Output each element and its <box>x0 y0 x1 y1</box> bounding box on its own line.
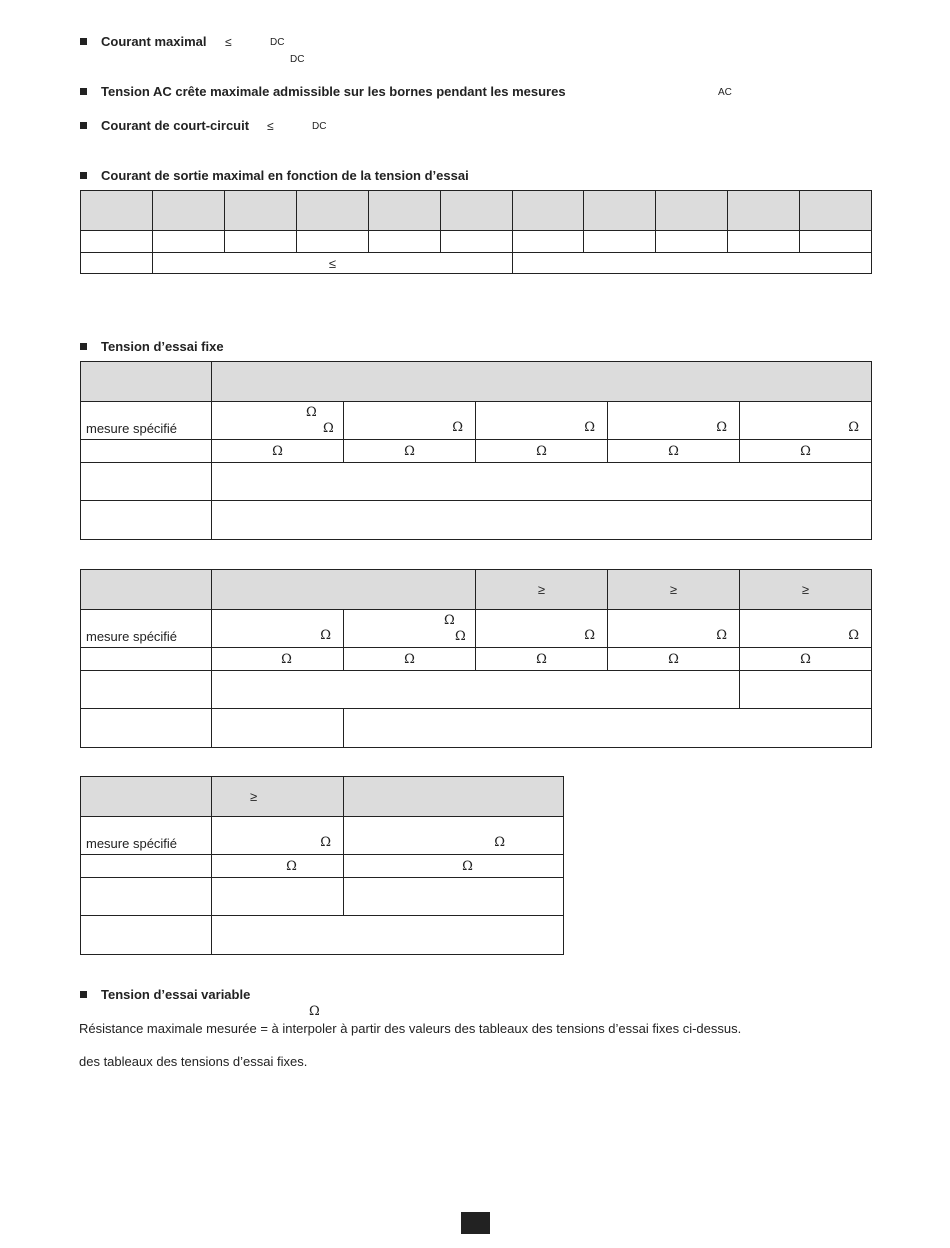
table-row <box>81 570 872 610</box>
ohm-symbol: Ω <box>716 420 727 435</box>
bullet-marker <box>80 122 87 129</box>
row-label: mesure spécifié <box>86 836 178 851</box>
ac-peak-voltage-label: Tension AC crête maximale admissible sur les bornes pendant les mesures <box>101 84 566 99</box>
ohm-symbol: Ω <box>309 1004 320 1019</box>
ohm-symbol: Ω <box>281 651 292 667</box>
page-number-box <box>461 1212 490 1234</box>
bullet-marker <box>80 991 87 998</box>
ohm-symbol: Ω <box>462 858 473 874</box>
ohm-symbol: Ω <box>444 613 455 628</box>
ge-symbol: ≥ <box>537 582 546 597</box>
ohm-symbol: Ω <box>800 651 811 667</box>
table-row <box>81 671 872 709</box>
table-row <box>81 362 872 402</box>
table-row <box>81 610 872 648</box>
ohm-symbol: Ω <box>272 443 283 459</box>
dc-unit: DC <box>290 54 305 65</box>
ohm-symbol: Ω <box>404 443 415 459</box>
ohm-symbol: Ω <box>584 420 595 435</box>
ohm-symbol: Ω <box>323 421 334 436</box>
table-row <box>81 916 564 955</box>
dc-unit: DC <box>312 121 327 132</box>
ohm-symbol: Ω <box>668 443 679 459</box>
ge-symbol: ≥ <box>801 582 810 597</box>
ohm-symbol: Ω <box>536 651 547 667</box>
table-row <box>81 878 564 916</box>
le-symbol: ≤ <box>328 255 337 271</box>
ohm-symbol: Ω <box>455 629 466 644</box>
output-current-label: Courant de sortie maximal en fonction de la tension d’essai <box>101 168 469 183</box>
ohm-symbol: Ω <box>584 628 595 643</box>
table-row <box>81 855 564 878</box>
ge-symbol: ≥ <box>250 789 258 804</box>
output-current-table <box>80 190 872 274</box>
table-row <box>81 463 872 501</box>
bullet-marker <box>80 38 87 45</box>
ohm-symbol: Ω <box>286 858 297 874</box>
ohm-symbol: Ω <box>800 443 811 459</box>
fixed-tables-note: des tableaux des tensions d’essai fixes. <box>79 1054 308 1069</box>
table-row <box>81 231 872 253</box>
ge-symbol: ≥ <box>669 582 678 597</box>
short-circuit-label: Courant de court-circuit <box>101 118 250 133</box>
le-symbol: ≤ <box>225 35 232 49</box>
table-row <box>81 777 564 817</box>
table-row <box>81 440 872 463</box>
fixed-test-voltage-label: Tension d’essai fixe <box>101 339 224 354</box>
ohm-symbol: Ω <box>848 420 860 435</box>
variable-test-voltage-label: Tension d’essai variable <box>101 987 251 1002</box>
table-row <box>81 709 872 748</box>
bullet-marker <box>80 343 87 350</box>
ohm-symbol: Ω <box>716 628 727 643</box>
ohm-symbol: Ω <box>404 651 415 667</box>
dc-unit: DC <box>270 37 285 48</box>
le-symbol: ≤ <box>267 119 274 133</box>
ohm-symbol: Ω <box>452 420 463 435</box>
row-label: mesure spécifié <box>86 629 178 644</box>
ohm-symbol: Ω <box>668 651 679 667</box>
bullet-marker <box>80 172 87 179</box>
interpolation-note: Résistance maximale mesurée = à interpoler à partir des valeurs des tableaux des tensions d’essai fixes ci-dessus. <box>79 1021 742 1036</box>
ac-unit: AC <box>718 87 732 98</box>
table-row <box>81 402 872 440</box>
table-row <box>81 817 564 855</box>
bullet-marker <box>80 88 87 95</box>
table-row <box>81 191 872 231</box>
ohm-symbol: Ω <box>536 443 547 459</box>
fixed-voltage-table-2 <box>80 569 872 748</box>
ohm-symbol: Ω <box>494 835 505 850</box>
ohm-symbol: Ω <box>320 628 331 643</box>
table-row <box>81 253 872 274</box>
table-row <box>81 648 872 671</box>
max-current-label: Courant maximal <box>101 34 207 49</box>
fixed-voltage-table-1 <box>80 361 872 540</box>
ohm-symbol: Ω <box>320 835 331 850</box>
fixed-voltage-table-3 <box>80 776 564 955</box>
ohm-symbol: Ω <box>306 405 317 420</box>
table-row <box>81 501 872 540</box>
ohm-symbol: Ω <box>848 628 859 643</box>
row-label: mesure spécifié <box>86 421 178 436</box>
